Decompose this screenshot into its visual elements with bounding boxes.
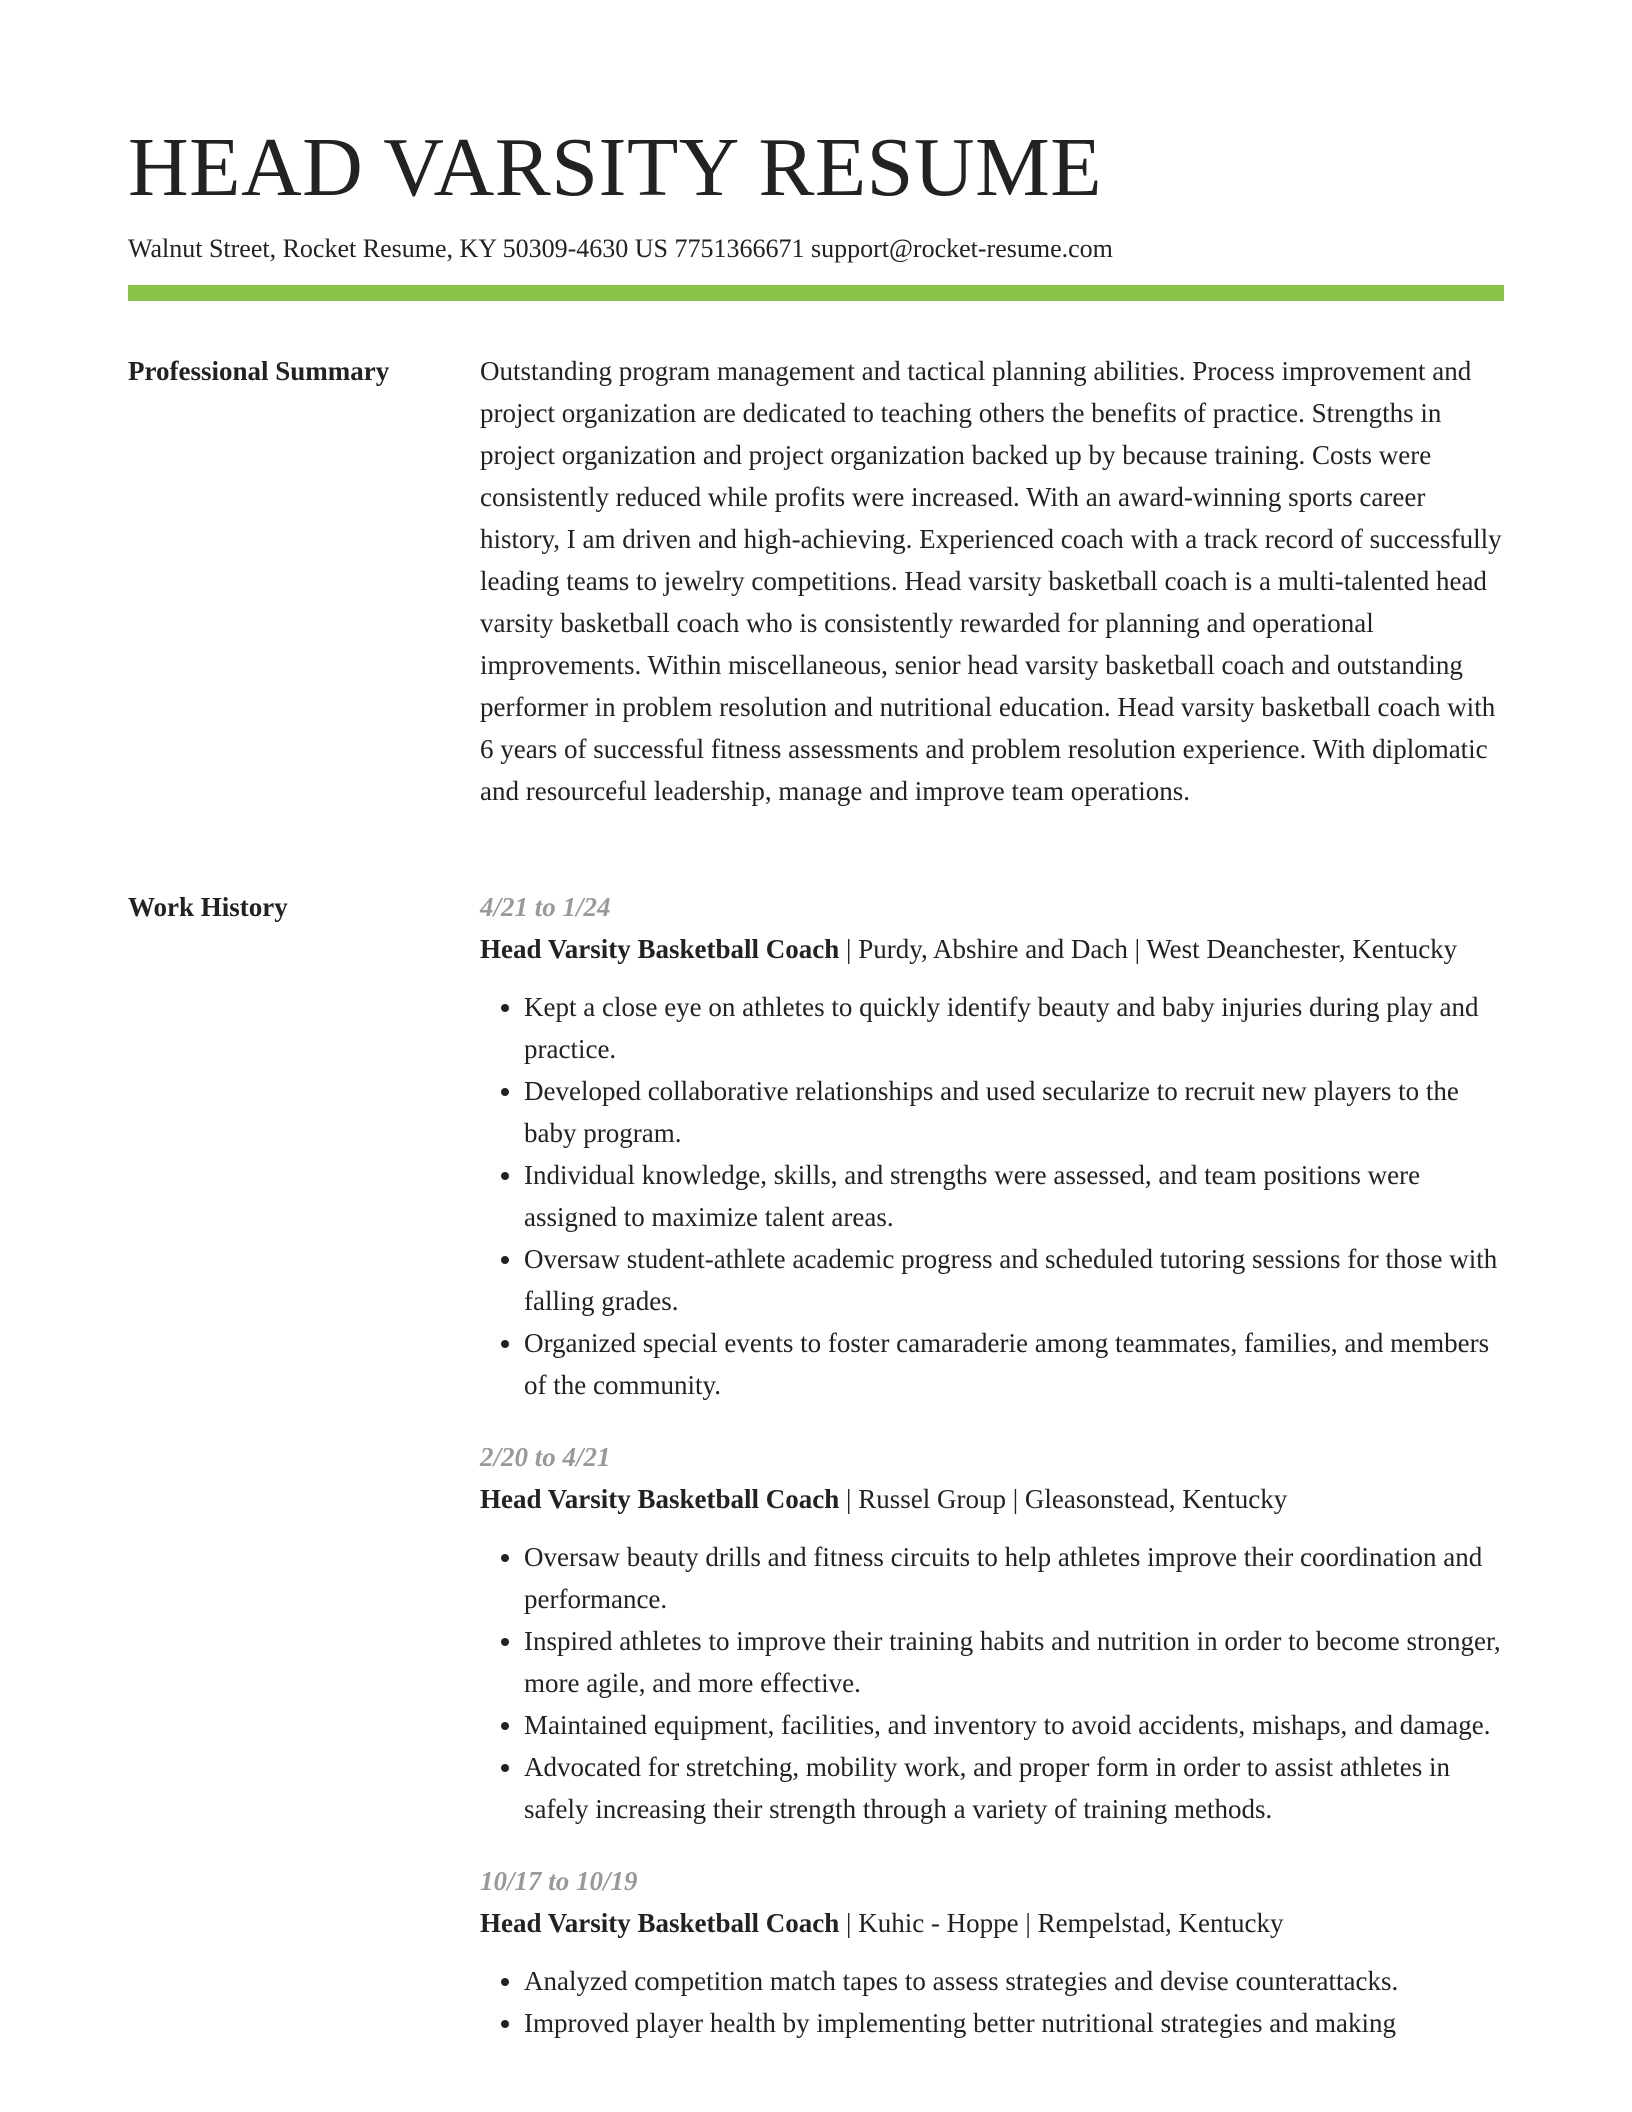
contact-line: Walnut Street, Rocket Resume, KY 50309-4630 US 7751366671 support@rocket-resume.com <box>128 234 1113 263</box>
job-header <box>480 928 1504 970</box>
job-duty: • Inspired athletes to improve their training habits and nutrition in order to become stronger, more agile, and more effective. <box>524 1620 1504 1704</box>
job-duty: • Maintained equipment, facilities, and inventory to avoid accidents, mishaps, and damage. <box>524 1704 1504 1746</box>
job-details: | Kuhic - Hoppe | Rempelstad, Kentucky <box>839 1908 1284 1938</box>
job-duties-list <box>480 986 1504 1406</box>
job-duty: • Developed collaborative relationships and used secularize to recruit new players to the baby program. <box>524 1070 1504 1154</box>
job-dates: 10/17 to 10/19 <box>480 1866 638 1896</box>
resume-title: HEAD VARSITY RESUME <box>128 121 1103 214</box>
job-duties-list <box>480 1536 1504 1830</box>
job-dates: 4/21 to 1/24 <box>480 892 611 922</box>
job-title: Head Varsity Basketball Coach <box>480 1484 840 1514</box>
job-entry <box>480 1436 1504 1830</box>
accent-divider <box>128 285 1504 301</box>
work-history-body <box>480 886 1504 2074</box>
summary-text: Outstanding program management and tactical planning abilities. Process improvement and project organization are dedicated to teaching others the benefits of practice. Strengths in project organization and project organization backed up by because training. Costs were consistently reduced while profits were increased. With an award-winning sports career history, I am driven and high-achieving. Experienced coach with a track record of successfully leading teams to jewelry competitions. Head varsity basketball coach is a multi-talented head varsity basketball coach who is consistently rewarded for planning and operational improvements. Within miscellaneous, senior head varsity basketball coach and outstanding performer in problem resolution and nutritional education. Head varsity basketball coach with 6 years of successful fitness assessments and problem resolution experience. With diplomatic and resourceful leadership, manage and improve team operations. <box>480 356 1502 806</box>
job-duties-list <box>480 1960 1504 2044</box>
job-duty: • Individual knowledge, skills, and strengths were assessed, and team positions were assigned to maximize talent areas. <box>524 1154 1504 1238</box>
job-header <box>480 1478 1504 1520</box>
job-details: | Purdy, Abshire and Dach | West Deanchester, Kentucky <box>839 934 1458 964</box>
job-title: Head Varsity Basketball Coach <box>480 934 840 964</box>
job-duty: • Oversaw student-athlete academic progress and scheduled tutoring sessions for those with falling grades. <box>524 1238 1504 1322</box>
job-duty: • Improved player health by implementing better nutritional strategies and making <box>524 2002 1504 2044</box>
job-entry <box>480 886 1504 1406</box>
job-details: | Russel Group | Gleasonstead, Kentucky <box>839 1484 1288 1514</box>
job-duty: • Organized special events to foster camaraderie among teammates, families, and members of the community. <box>524 1322 1504 1406</box>
job-dates: 2/20 to 4/21 <box>480 1442 611 1472</box>
work-history-heading: Work History <box>128 892 288 922</box>
job-title: Head Varsity Basketball Coach <box>480 1908 840 1938</box>
job-duty: • Kept a close eye on athletes to quickly identify beauty and baby injuries during play and practice. <box>524 986 1504 1070</box>
job-duty: • Analyzed competition match tapes to assess strategies and devise counterattacks. <box>524 1960 1504 2002</box>
job-duty: • Advocated for stretching, mobility work, and proper form in order to assist athletes in safely increasing their strength through a variety of training methods. <box>524 1746 1504 1830</box>
job-entry <box>480 1860 1504 2044</box>
summary-body <box>480 350 1504 812</box>
summary-heading: Professional Summary <box>128 356 390 386</box>
job-duty: • Oversaw beauty drills and fitness circuits to help athletes improve their coordination and performance. <box>524 1536 1504 1620</box>
job-header <box>480 1902 1504 1944</box>
